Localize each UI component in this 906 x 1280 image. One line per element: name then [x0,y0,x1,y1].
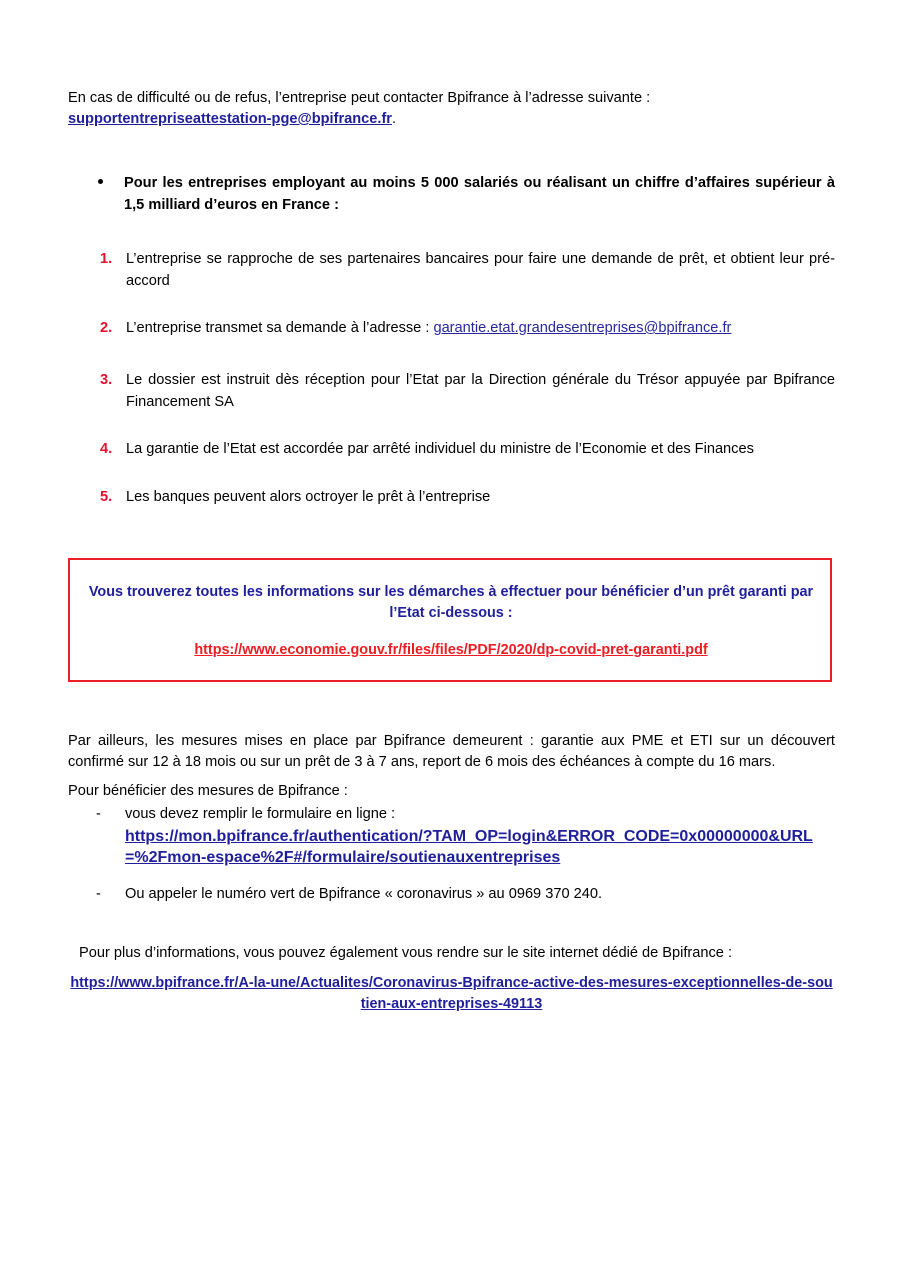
intro-paragraph [68,88,835,130]
large-company-bullet [68,173,835,216]
list-item-text: La garantie de l’Etat est accordée par arrêté individuel du ministre de l’Economie et des Finances [126,441,754,457]
list-item-text-before-link: L’entreprise transmet sa demande à l’adresse : [126,320,434,336]
list-item-text: L’entreprise se rapproche de ses partenaires bancaires pour faire une demande de prêt, et obtient leur pré-accord [126,251,835,289]
spacer [68,773,835,781]
dash-item-text: Ou appeler le numéro vert de Bpifrance « coronavirus » au 0969 370 240. [125,885,603,902]
spacer [68,868,835,882]
list-item-number: 2. [100,320,113,336]
list-item-text: Le dossier est instruit dès réception pour l’Etat par la Direction générale du Trésor appuyée par Bpifrance Financement SA [126,372,835,410]
final-link-row [68,973,835,1015]
economie-gouv-pdf-link[interactable]: https://www.economie.gouv.fr/files/files/PDF/2020/dp-covid-pret-garanti.pdf [194,642,708,658]
list-item-text [126,318,835,340]
list-item-number: 1. [100,251,113,267]
list-item [68,487,835,509]
callout-heading: Vous trouverez toutes les informations sur les démarches à effectuer pour bénéficier d’un prêt garanti par l’Etat ci-dessous : [88,584,814,621]
beneficier-intro-paragraph: Pour bénéficier des mesures de Bpifrance : [68,783,348,799]
list-item-text: Les banques peuvent alors octroyer le prêt à l’entreprise [126,489,491,505]
bullet-dot-icon [98,179,103,184]
info-callout-box [68,558,832,682]
dash-item-text: vous devez remplir le formulaire en ligne : [125,806,396,822]
bpifrance-news-link[interactable]: https://www.bpifrance.fr/A-la-une/Actualites/Coronavirus-Bpifrance-active-des-mesures-exceptionnelles-de-soutien-aux-entreprises-49113 [70,975,833,1012]
dash-marker: - [96,806,101,822]
more-info-paragraph: Pour plus d’informations, vous pouvez également vous rendre sur le site internet dédié de Bpifrance : [79,945,733,961]
lower-section [68,731,835,905]
document-body [68,88,835,525]
intro-period: . [391,111,397,127]
callout-link-row [76,640,826,660]
dash-item-phone [68,884,835,906]
large-company-bullet-text: Pour les entreprises employant au moins 5 000 salariés ou réalisant un chiffre d’affaires supérieur à 1,5 milliard d’euros en France : [124,175,835,213]
list-item [68,439,835,461]
procedure-list [68,249,835,509]
grandes-entreprises-email-link[interactable]: garantie.etat.grandesentreprises@bpifrance.fr [433,320,732,336]
list-item-number: 4. [100,441,113,457]
dash-item-form [68,804,835,868]
bpifrance-measures-paragraph: Par ailleurs, les mesures mises en place par Bpifrance demeurent : garantie aux PME et ETI sur un découvert confirmé sur 12 à 18 mois ou sur un prêt de 3 à 7 ans, report de 6 mois des échéances à compte du 16 mars. [68,733,835,770]
list-item [68,370,835,413]
list-item-number: 3. [100,372,113,388]
list-item [68,318,835,340]
list-item [68,249,835,292]
dash-marker: - [96,885,101,902]
bpifrance-form-link[interactable]: https://mon.bpifrance.fr/authentication/?TAM_OP=login&ERROR_CODE=0x00000000&URL=%2Fmon-espace%2F#/formulaire/soutienauxentreprises [125,827,813,866]
list-item-number: 5. [100,489,113,505]
intro-text: En cas de difficulté ou de refus, l’entreprise peut contacter Bpifrance à l’adresse suivante : [68,90,651,106]
support-email-link[interactable]: supportentrepriseattestation-pge@bpifrance.fr [68,111,392,127]
